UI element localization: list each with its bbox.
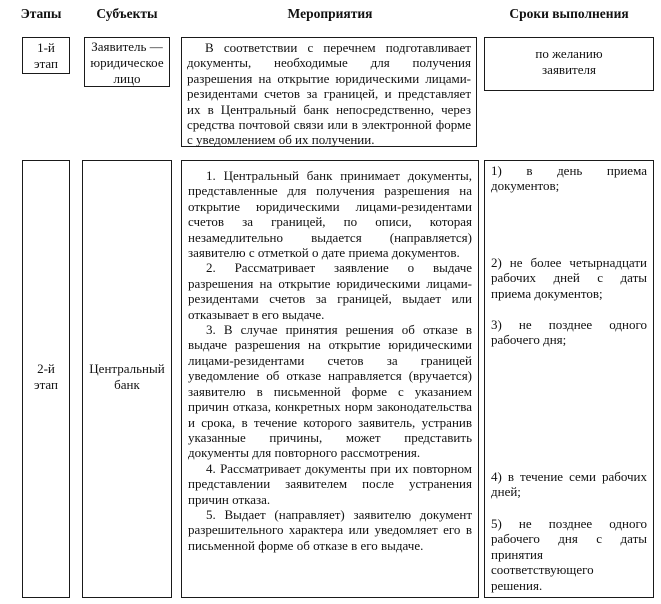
stage-2-deadline-5: 5) не позднее одного рабочего дня с даты принятия соответствующего решения.: [491, 516, 647, 593]
stage-2-action-5: 5. Выдает (направляет) заявителю документ разрешительного характера или уведомляет его в письменной форме об отказе в его выдаче.: [188, 506, 472, 553]
stage-2-deadline-4: 4) в течение семи рабочих дней;: [491, 469, 647, 500]
header-subjects: Субъекты: [96, 6, 158, 21]
stage-2-actions: [181, 160, 479, 598]
stage-2-label-line2: этап: [34, 377, 58, 392]
stage-1-subject-line2: юридическое: [90, 55, 164, 70]
stage-1-action-text: В соответствии с перечнем подготавливает документы, необходимые для получения разрешения на открытие юридическими лицами-резидентами счетов за границей, и представляет их в Центральный банк непосредственно, через средства почтовой связи или в электронной форме с уведомлением об их получении.: [187, 40, 471, 148]
stage-1-subject-line3: лицо: [113, 71, 141, 86]
stage-1-action: [181, 37, 477, 147]
stage-1-subject-line1: Заявитель —: [91, 39, 163, 54]
header-deadlines: Сроки выполнения: [509, 6, 629, 21]
stage-2-action-1: 1. Центральный банк принимает документы, представленные для получения разрешения на открытие юридическими лицами-резидентами счетов за границей, по описи, которая незамедлительно выдается (направляется) заявителю с отметкой о дате приема документов.: [188, 168, 472, 261]
stage-1-label-line2: этап: [34, 56, 58, 71]
stage-1-deadline-line1: по желанию: [535, 46, 603, 61]
header-actions: Мероприятия: [287, 6, 373, 21]
stage-2-subject-line2: банк: [114, 377, 140, 392]
stage-1-label-line1: 1-й: [37, 40, 55, 55]
stage-2-action-4: 4. Рассматривает документы при их повторном представлении заявителем после устранения причин отказа.: [188, 460, 472, 507]
stage-2-label-line1: 2-й: [37, 361, 55, 376]
stage-1-label: [22, 37, 70, 74]
stage-2-subject-line1: Центральный: [89, 361, 165, 376]
stage-2-action-2: 2. Рассматривает заявление о выдаче разрешения на открытие юридическими лицами-резидентами счетов за границей, выдает или отказывает в его выдаче.: [188, 260, 472, 322]
stage-2-deadline-1: 1) в день приема документов;: [491, 163, 647, 194]
stage-2-deadline-2: 2) не более четырнадцати рабочих дней с даты приема документов;: [491, 255, 647, 301]
stage-2-action-3: 3. В случае принятия решения об отказе в выдаче разрешения на открытие юридическими лицами-резидентами счетов за границей уведомление об отказе направляется (вручается) заявителю в письменной форме с указанием причин отказа, конкретных норм законодательства и срока, в течение которого заявитель, устранив указанные причины, может представить документы для повторного рассмотрения.: [188, 322, 472, 461]
stage-1-subject: [84, 37, 170, 87]
stage-2-label: [22, 160, 70, 598]
stage-2-deadlines: [484, 160, 654, 598]
stage-2-deadline-3: 3) не позднее одного рабочего дня;: [491, 317, 647, 348]
stage-1-deadline-line2: заявителя: [542, 62, 596, 77]
stage-1-deadline: [484, 37, 654, 91]
stage-2-subject: [82, 160, 172, 598]
header-stages: Этапы: [20, 6, 62, 21]
